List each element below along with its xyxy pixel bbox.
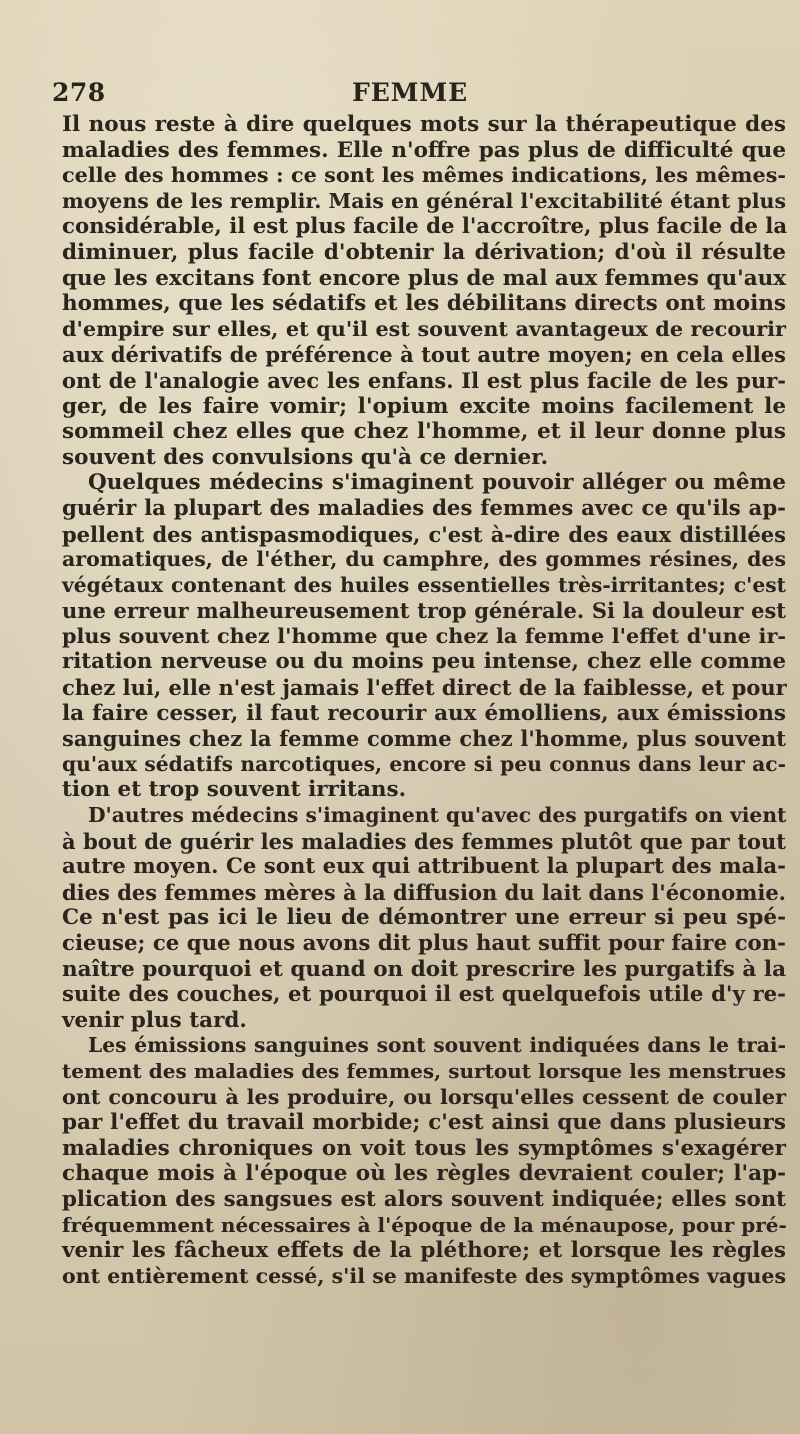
text-line: aux dérivatifs de préférence à tout autre moyen; en cela elles	[62, 342, 786, 368]
text-line: pellent des antispasmodiques, c'est à-dire des eaux distillées	[62, 521, 786, 547]
text-line: Il nous reste à dire quelques mots sur la thérapeutique des	[62, 112, 786, 137]
text-line: plication des sangsues est alors souvent indiquée; elles sont	[62, 1186, 786, 1212]
running-head	[52, 78, 760, 112]
page-number: 278	[52, 78, 106, 107]
running-title: FEMME	[352, 78, 469, 107]
text-line: naître pourquoi et quand on doit prescrire les purgatifs à la	[62, 956, 786, 982]
paragraph	[62, 1033, 786, 1289]
text-line: une erreur malheureusement trop générale. Si la douleur est	[62, 598, 786, 624]
text-line: ont concouru à les produire, ou lorsqu'elles cessent de couler	[62, 1084, 786, 1109]
text-line: végétaux contenant des huiles essentielles très-irritantes; c'est	[62, 572, 786, 597]
text-line: chez lui, elle n'est jamais l'effet direct de la faiblesse, et pour	[62, 675, 787, 701]
text-line: maladies des femmes. Elle n'offre pas plus de difficulté que	[62, 137, 786, 163]
text-line: que les excitans font encore plus de mal aux femmes qu'aux	[62, 265, 787, 291]
text-line: dies des femmes mères à la diffusion du lait dans l'économie.	[62, 879, 786, 905]
text-line: celle des hommes : ce sont les mêmes indications, les mêmes-	[62, 163, 786, 188]
text-line: par l'effet du travail morbide; c'est ainsi que dans plusieurs	[62, 1110, 786, 1136]
text-line: ritation nerveuse ou du moins peu intense, chez elle comme	[62, 649, 786, 675]
text-line: considérable, il est plus facile de l'accroître, plus facile de la	[62, 214, 788, 240]
text-line: venir les fâcheux effets de la pléthore; et lorsque les règles	[62, 1238, 786, 1264]
text-line: ger, de les faire vomir; l'opium excite moins facilement le	[62, 393, 786, 419]
text-line: ont de l'analogie avec les enfans. Il est plus facile de les pur-	[62, 367, 786, 393]
text-line: la faire cesser, il faut recourir aux émolliens, aux émissions	[62, 700, 786, 726]
text-line: chaque mois à l'époque où les règles devraient couler; l'ap-	[62, 1161, 786, 1187]
text-line: guérir la plupart des maladies des femmes avec ce qu'ils ap-	[62, 495, 786, 521]
text-line: D'autres médecins s'imaginent qu'avec des purgatifs on vient	[88, 803, 787, 828]
text-line: fréquemment nécessaires à l'époque de la ménaupose, pour pré-	[62, 1212, 787, 1237]
text-line: sommeil chez elles que chez l'homme, et il leur donne plus	[62, 419, 786, 445]
text-line: souvent des convulsions qu'à ce dernier.	[62, 444, 549, 470]
text-line: ont entièrement cessé, s'il se manifeste des symptômes vagues	[62, 1263, 786, 1288]
text-line: Les émissions sanguines sont souvent indiquées dans le trai-	[88, 1033, 786, 1058]
text-line: tement des maladies des femmes, surtout lorsque les menstrues	[62, 1058, 786, 1083]
text-line: aromatiques, de l'éther, du camphre, des gommes résines, des	[62, 547, 786, 572]
text-line: plus souvent chez l'homme que chez la femme l'effet d'une ir-	[62, 623, 786, 648]
text-line: diminuer, plus facile d'obtenir la dérivation; d'où il résulte	[62, 239, 786, 265]
text-line: hommes, que les sédatifs et les débilitans directs ont moins	[62, 291, 786, 317]
text-line: cieuse; ce que nous avons dit plus haut suffit pour faire con-	[62, 931, 786, 956]
text-line: Quelques médecins s'imaginent pouvoir alléger ou même	[88, 470, 786, 496]
text-line: moyens de les remplir. Mais en général l'excitabilité étant plus	[62, 188, 786, 213]
body-text	[62, 112, 786, 1289]
paragraph	[62, 112, 786, 470]
text-line: d'empire sur elles, et qu'il est souvent avantageux de recourir	[62, 316, 786, 341]
text-line: autre moyen. Ce sont eux qui attribuent la plupart des mala-	[62, 854, 786, 880]
text-line: sanguines chez la femme comme chez l'homme, plus souvent	[62, 726, 786, 752]
text-line: qu'aux sédatifs narcotiques, encore si peu connus dans leur ac-	[62, 751, 786, 776]
paragraph	[62, 470, 786, 803]
text-line: Ce n'est pas ici le lieu de démontrer une erreur si peu spé-	[62, 905, 786, 931]
text-line: maladies chroniques on voit tous les symptômes s'exagérer	[62, 1135, 786, 1161]
text-line: tion et trop souvent irritans.	[62, 777, 407, 803]
text-line: suite des couches, et pourquoi il est quelquefois utile d'y re-	[62, 982, 786, 1008]
paragraph	[62, 803, 786, 1033]
text-line: venir plus tard.	[62, 1007, 247, 1033]
text-line: à bout de guérir les maladies des femmes plutôt que par tout	[62, 828, 786, 854]
